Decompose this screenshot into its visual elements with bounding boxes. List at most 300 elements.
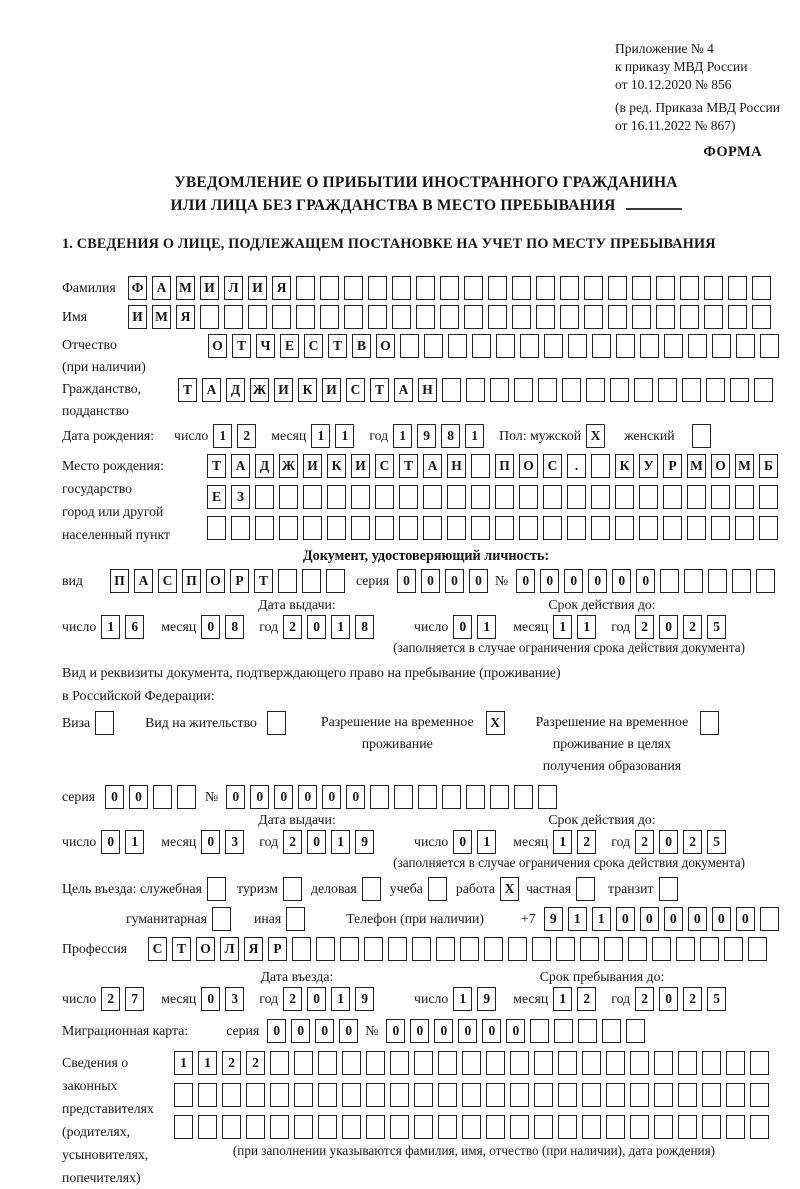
- form-cell[interactable]: 5: [707, 615, 726, 639]
- form-cell[interactable]: [687, 516, 706, 540]
- form-cell[interactable]: П: [182, 569, 201, 593]
- form-cell[interactable]: [630, 1115, 649, 1139]
- form-cell[interactable]: 0: [339, 1019, 358, 1043]
- form-cell[interactable]: 0: [298, 785, 317, 809]
- form-cell[interactable]: [364, 937, 383, 961]
- form-cell[interactable]: 0: [516, 569, 535, 593]
- form-cell[interactable]: [567, 516, 586, 540]
- form-cell[interactable]: 2: [101, 987, 120, 1011]
- form-cell[interactable]: И: [274, 378, 293, 402]
- form-cell[interactable]: [568, 334, 587, 358]
- form-cell[interactable]: [486, 1051, 505, 1075]
- form-cell[interactable]: [370, 785, 389, 809]
- form-cell[interactable]: [320, 276, 339, 300]
- form-cell[interactable]: 9: [417, 424, 436, 448]
- form-cell[interactable]: [578, 1019, 597, 1043]
- form-cell[interactable]: [294, 1051, 313, 1075]
- form-cell[interactable]: [302, 569, 321, 593]
- form-cell[interactable]: [388, 937, 407, 961]
- form-cell[interactable]: [447, 485, 466, 509]
- form-cell[interactable]: [200, 305, 219, 329]
- form-cell[interactable]: Т: [232, 334, 251, 358]
- form-cell[interactable]: Т: [254, 569, 273, 593]
- form-cell[interactable]: [626, 1019, 645, 1043]
- form-cell[interactable]: [606, 1051, 625, 1075]
- form-cell[interactable]: [286, 907, 305, 931]
- form-cell[interactable]: Е: [207, 485, 226, 509]
- form-cell[interactable]: [471, 485, 490, 509]
- form-cell[interactable]: [702, 1051, 721, 1075]
- form-cell[interactable]: [704, 276, 723, 300]
- form-cell[interactable]: [394, 785, 413, 809]
- form-cell[interactable]: [460, 937, 479, 961]
- form-cell[interactable]: [438, 1115, 457, 1139]
- form-cell[interactable]: [615, 516, 634, 540]
- form-cell[interactable]: [399, 516, 418, 540]
- form-cell[interactable]: 1: [198, 1051, 217, 1075]
- form-cell[interactable]: [630, 1051, 649, 1075]
- form-cell[interactable]: [558, 1083, 577, 1107]
- form-cell[interactable]: [466, 378, 485, 402]
- form-cell[interactable]: 1: [553, 615, 572, 639]
- form-cell[interactable]: Т: [399, 454, 418, 478]
- form-cell[interactable]: [95, 711, 114, 735]
- form-cell[interactable]: X: [500, 877, 519, 901]
- form-cell[interactable]: [519, 516, 538, 540]
- form-cell[interactable]: [639, 516, 658, 540]
- form-cell[interactable]: [608, 305, 627, 329]
- form-cell[interactable]: 2: [683, 615, 702, 639]
- form-cell[interactable]: Д: [226, 378, 245, 402]
- form-cell[interactable]: [678, 1051, 697, 1075]
- form-cell[interactable]: 0: [659, 830, 678, 854]
- form-cell[interactable]: 0: [434, 1019, 453, 1043]
- form-cell[interactable]: [416, 305, 435, 329]
- form-cell[interactable]: Т: [172, 937, 191, 961]
- form-cell[interactable]: [606, 1083, 625, 1107]
- form-cell[interactable]: [580, 937, 599, 961]
- form-cell[interactable]: В: [352, 334, 371, 358]
- form-cell[interactable]: [342, 1115, 361, 1139]
- form-cell[interactable]: 1: [553, 987, 572, 1011]
- form-cell[interactable]: [582, 1115, 601, 1139]
- form-cell[interactable]: [272, 305, 291, 329]
- form-cell[interactable]: У: [639, 454, 658, 478]
- form-cell[interactable]: [726, 1083, 745, 1107]
- form-cell[interactable]: [366, 1115, 385, 1139]
- form-cell[interactable]: К: [327, 454, 346, 478]
- form-cell[interactable]: 2: [635, 615, 654, 639]
- form-cell[interactable]: [558, 1115, 577, 1139]
- form-cell[interactable]: [592, 334, 611, 358]
- form-cell[interactable]: [222, 1115, 241, 1139]
- form-cell[interactable]: [416, 276, 435, 300]
- form-cell[interactable]: [702, 1083, 721, 1107]
- form-cell[interactable]: [327, 516, 346, 540]
- form-cell[interactable]: С: [375, 454, 394, 478]
- form-cell[interactable]: 0: [664, 907, 683, 931]
- form-cell[interactable]: [318, 1051, 337, 1075]
- form-cell[interactable]: [248, 305, 267, 329]
- form-cell[interactable]: Т: [328, 334, 347, 358]
- form-cell[interactable]: 1: [568, 907, 587, 931]
- form-cell[interactable]: [488, 276, 507, 300]
- form-cell[interactable]: 2: [577, 987, 596, 1011]
- form-cell[interactable]: [390, 1051, 409, 1075]
- form-cell[interactable]: М: [152, 305, 171, 329]
- form-cell[interactable]: [726, 1115, 745, 1139]
- form-cell[interactable]: 0: [267, 1019, 286, 1043]
- form-cell[interactable]: 0: [307, 830, 326, 854]
- form-cell[interactable]: [368, 276, 387, 300]
- form-cell[interactable]: П: [110, 569, 129, 593]
- form-cell[interactable]: 0: [410, 1019, 429, 1043]
- form-cell[interactable]: 0: [226, 785, 245, 809]
- form-cell[interactable]: X: [586, 424, 605, 448]
- form-cell[interactable]: 0: [315, 1019, 334, 1043]
- form-cell[interactable]: 2: [283, 987, 302, 1011]
- form-cell[interactable]: Л: [220, 937, 239, 961]
- form-cell[interactable]: [687, 485, 706, 509]
- form-cell[interactable]: А: [134, 569, 153, 593]
- form-cell[interactable]: [562, 378, 581, 402]
- form-cell[interactable]: 1: [331, 830, 350, 854]
- form-cell[interactable]: [292, 937, 311, 961]
- form-cell[interactable]: [368, 305, 387, 329]
- form-cell[interactable]: [556, 937, 575, 961]
- form-cell[interactable]: 0: [445, 569, 464, 593]
- form-cell[interactable]: А: [394, 378, 413, 402]
- form-cell[interactable]: [442, 785, 461, 809]
- form-cell[interactable]: [344, 305, 363, 329]
- form-cell[interactable]: [198, 1083, 217, 1107]
- form-cell[interactable]: [327, 485, 346, 509]
- form-cell[interactable]: [658, 378, 677, 402]
- form-cell[interactable]: [712, 334, 731, 358]
- form-cell[interactable]: 0: [386, 1019, 405, 1043]
- form-cell[interactable]: С: [158, 569, 177, 593]
- form-cell[interactable]: [602, 1019, 621, 1043]
- form-cell[interactable]: 0: [640, 907, 659, 931]
- form-cell[interactable]: 2: [683, 830, 702, 854]
- form-cell[interactable]: Н: [447, 454, 466, 478]
- form-cell[interactable]: [438, 1083, 457, 1107]
- form-cell[interactable]: [246, 1083, 265, 1107]
- form-cell[interactable]: Р: [663, 454, 682, 478]
- form-cell[interactable]: [760, 334, 779, 358]
- form-cell[interactable]: [414, 1083, 433, 1107]
- form-cell[interactable]: [177, 785, 196, 809]
- form-cell[interactable]: 0: [469, 569, 488, 593]
- form-cell[interactable]: [538, 378, 557, 402]
- form-cell[interactable]: [680, 276, 699, 300]
- form-cell[interactable]: [400, 334, 419, 358]
- form-cell[interactable]: О: [711, 454, 730, 478]
- form-cell[interactable]: [558, 1051, 577, 1075]
- form-cell[interactable]: [660, 569, 679, 593]
- form-cell[interactable]: [634, 378, 653, 402]
- form-cell[interactable]: [560, 305, 579, 329]
- form-cell[interactable]: 0: [659, 987, 678, 1011]
- form-cell[interactable]: [676, 937, 695, 961]
- form-cell[interactable]: [464, 276, 483, 300]
- form-cell[interactable]: [576, 877, 595, 901]
- form-cell[interactable]: 2: [635, 987, 654, 1011]
- form-cell[interactable]: .: [567, 454, 586, 478]
- form-cell[interactable]: [688, 334, 707, 358]
- form-cell[interactable]: [471, 454, 490, 478]
- form-cell[interactable]: 0: [346, 785, 365, 809]
- form-cell[interactable]: 5: [707, 830, 726, 854]
- form-cell[interactable]: [424, 334, 443, 358]
- form-cell[interactable]: [224, 305, 243, 329]
- form-cell[interactable]: 0: [101, 830, 120, 854]
- form-cell[interactable]: [711, 516, 730, 540]
- form-cell[interactable]: 5: [707, 987, 726, 1011]
- form-cell[interactable]: [538, 785, 557, 809]
- form-cell[interactable]: С: [304, 334, 323, 358]
- form-cell[interactable]: Ж: [279, 454, 298, 478]
- form-cell[interactable]: [423, 485, 442, 509]
- form-cell[interactable]: 0: [129, 785, 148, 809]
- form-cell[interactable]: [735, 485, 754, 509]
- form-cell[interactable]: [375, 516, 394, 540]
- form-cell[interactable]: [351, 485, 370, 509]
- form-cell[interactable]: [582, 1083, 601, 1107]
- form-cell[interactable]: 2: [246, 1051, 265, 1075]
- form-cell[interactable]: [318, 1083, 337, 1107]
- form-cell[interactable]: 8: [225, 615, 244, 639]
- form-cell[interactable]: [255, 516, 274, 540]
- form-cell[interactable]: 9: [477, 987, 496, 1011]
- form-cell[interactable]: Р: [230, 569, 249, 593]
- form-cell[interactable]: [582, 1051, 601, 1075]
- form-cell[interactable]: [462, 1115, 481, 1139]
- form-cell[interactable]: [726, 1051, 745, 1075]
- form-cell[interactable]: [326, 569, 345, 593]
- form-cell[interactable]: [514, 378, 533, 402]
- form-cell[interactable]: М: [176, 276, 195, 300]
- form-cell[interactable]: 0: [612, 569, 631, 593]
- form-cell[interactable]: [496, 334, 515, 358]
- form-cell[interactable]: [153, 785, 172, 809]
- form-cell[interactable]: М: [687, 454, 706, 478]
- form-cell[interactable]: [702, 1115, 721, 1139]
- form-cell[interactable]: [255, 485, 274, 509]
- form-cell[interactable]: [316, 937, 335, 961]
- form-cell[interactable]: [680, 305, 699, 329]
- form-cell[interactable]: [544, 334, 563, 358]
- form-cell[interactable]: [724, 937, 743, 961]
- form-cell[interactable]: [283, 877, 302, 901]
- form-cell[interactable]: 9: [355, 830, 374, 854]
- form-cell[interactable]: [656, 276, 675, 300]
- form-cell[interactable]: [584, 276, 603, 300]
- form-cell[interactable]: [760, 907, 779, 931]
- form-cell[interactable]: [616, 334, 635, 358]
- form-cell[interactable]: [279, 485, 298, 509]
- form-cell[interactable]: С: [543, 454, 562, 478]
- form-cell[interactable]: [652, 937, 671, 961]
- form-cell[interactable]: 0: [274, 785, 293, 809]
- form-cell[interactable]: 0: [458, 1019, 477, 1043]
- form-cell[interactable]: [656, 305, 675, 329]
- form-cell[interactable]: [567, 485, 586, 509]
- form-cell[interactable]: [423, 516, 442, 540]
- form-cell[interactable]: А: [202, 378, 221, 402]
- form-cell[interactable]: 1: [331, 987, 350, 1011]
- form-cell[interactable]: 0: [659, 615, 678, 639]
- form-cell[interactable]: [532, 937, 551, 961]
- form-cell[interactable]: 0: [201, 615, 220, 639]
- form-cell[interactable]: [428, 877, 447, 901]
- form-cell[interactable]: [340, 937, 359, 961]
- form-cell[interactable]: Я: [272, 276, 291, 300]
- form-cell[interactable]: [514, 785, 533, 809]
- form-cell[interactable]: Н: [418, 378, 437, 402]
- form-cell[interactable]: [536, 276, 555, 300]
- form-cell[interactable]: 0: [307, 615, 326, 639]
- form-cell[interactable]: [750, 1115, 769, 1139]
- form-cell[interactable]: 0: [453, 615, 472, 639]
- form-cell[interactable]: 0: [322, 785, 341, 809]
- form-cell[interactable]: О: [196, 937, 215, 961]
- form-cell[interactable]: [486, 1083, 505, 1107]
- form-cell[interactable]: [440, 276, 459, 300]
- form-cell[interactable]: [708, 569, 727, 593]
- form-cell[interactable]: 1: [213, 424, 232, 448]
- form-cell[interactable]: [530, 1019, 549, 1043]
- form-cell[interactable]: [584, 305, 603, 329]
- form-cell[interactable]: Ч: [256, 334, 275, 358]
- form-cell[interactable]: [270, 1051, 289, 1075]
- form-cell[interactable]: Р: [268, 937, 287, 961]
- form-cell[interactable]: 8: [441, 424, 460, 448]
- form-cell[interactable]: И: [303, 454, 322, 478]
- form-cell[interactable]: [174, 1115, 193, 1139]
- form-cell[interactable]: [366, 1051, 385, 1075]
- form-cell[interactable]: [591, 516, 610, 540]
- form-cell[interactable]: [222, 1083, 241, 1107]
- form-cell[interactable]: [390, 1115, 409, 1139]
- form-cell[interactable]: [752, 305, 771, 329]
- form-cell[interactable]: 1: [101, 615, 120, 639]
- form-cell[interactable]: О: [376, 334, 395, 358]
- form-cell[interactable]: [399, 485, 418, 509]
- form-cell[interactable]: 1: [465, 424, 484, 448]
- form-cell[interactable]: [375, 485, 394, 509]
- form-cell[interactable]: [534, 1115, 553, 1139]
- form-cell[interactable]: [278, 569, 297, 593]
- form-cell[interactable]: [267, 711, 286, 735]
- form-cell[interactable]: 2: [577, 830, 596, 854]
- form-cell[interactable]: И: [128, 305, 147, 329]
- form-cell[interactable]: [351, 516, 370, 540]
- form-cell[interactable]: Т: [370, 378, 389, 402]
- form-cell[interactable]: [436, 937, 455, 961]
- form-cell[interactable]: [534, 1051, 553, 1075]
- form-cell[interactable]: Л: [224, 276, 243, 300]
- form-cell[interactable]: [748, 937, 767, 961]
- form-cell[interactable]: 0: [736, 907, 755, 931]
- form-cell[interactable]: З: [231, 485, 250, 509]
- form-cell[interactable]: [615, 485, 634, 509]
- form-cell[interactable]: Е: [280, 334, 299, 358]
- form-cell[interactable]: 1: [331, 615, 350, 639]
- form-cell[interactable]: [207, 877, 226, 901]
- form-cell[interactable]: [414, 1115, 433, 1139]
- form-cell[interactable]: [750, 1051, 769, 1075]
- form-cell[interactable]: [231, 516, 250, 540]
- form-cell[interactable]: С: [346, 378, 365, 402]
- form-cell[interactable]: [591, 454, 610, 478]
- form-cell[interactable]: [510, 1115, 529, 1139]
- form-cell[interactable]: О: [208, 334, 227, 358]
- form-cell[interactable]: [606, 1115, 625, 1139]
- form-cell[interactable]: 6: [125, 615, 144, 639]
- form-cell[interactable]: [704, 305, 723, 329]
- form-cell[interactable]: С: [148, 937, 167, 961]
- form-cell[interactable]: [462, 1051, 481, 1075]
- form-cell[interactable]: [534, 1083, 553, 1107]
- form-cell[interactable]: [682, 378, 701, 402]
- form-cell[interactable]: [207, 516, 226, 540]
- form-cell[interactable]: [586, 378, 605, 402]
- form-cell[interactable]: [344, 276, 363, 300]
- form-cell[interactable]: [543, 516, 562, 540]
- form-cell[interactable]: [512, 305, 531, 329]
- form-cell[interactable]: [754, 378, 773, 402]
- form-cell[interactable]: 1: [311, 424, 330, 448]
- form-cell[interactable]: 1: [125, 830, 144, 854]
- form-cell[interactable]: [366, 1083, 385, 1107]
- form-cell[interactable]: [508, 937, 527, 961]
- form-cell[interactable]: [678, 1083, 697, 1107]
- form-cell[interactable]: И: [248, 276, 267, 300]
- form-cell[interactable]: 2: [283, 830, 302, 854]
- form-cell[interactable]: [296, 276, 315, 300]
- form-cell[interactable]: 0: [636, 569, 655, 593]
- form-cell[interactable]: 1: [453, 987, 472, 1011]
- form-cell[interactable]: [664, 334, 683, 358]
- form-cell[interactable]: [632, 305, 651, 329]
- form-cell[interactable]: 3: [225, 987, 244, 1011]
- form-cell[interactable]: [750, 1083, 769, 1107]
- form-cell[interactable]: [303, 516, 322, 540]
- form-cell[interactable]: О: [519, 454, 538, 478]
- form-cell[interactable]: П: [495, 454, 514, 478]
- form-cell[interactable]: 0: [564, 569, 583, 593]
- form-cell[interactable]: Т: [207, 454, 226, 478]
- form-cell[interactable]: Д: [255, 454, 274, 478]
- form-cell[interactable]: 2: [635, 830, 654, 854]
- form-cell[interactable]: И: [200, 276, 219, 300]
- form-cell[interactable]: Я: [176, 305, 195, 329]
- form-cell[interactable]: И: [322, 378, 341, 402]
- form-cell[interactable]: [610, 378, 629, 402]
- form-cell[interactable]: [604, 937, 623, 961]
- form-cell[interactable]: 2: [237, 424, 256, 448]
- form-cell[interactable]: [759, 485, 778, 509]
- form-cell[interactable]: [464, 305, 483, 329]
- form-cell[interactable]: Ф: [128, 276, 147, 300]
- form-cell[interactable]: 0: [307, 987, 326, 1011]
- form-cell[interactable]: 0: [540, 569, 559, 593]
- form-cell[interactable]: 9: [355, 987, 374, 1011]
- form-cell[interactable]: 0: [421, 569, 440, 593]
- form-cell[interactable]: [440, 305, 459, 329]
- form-cell[interactable]: [732, 569, 751, 593]
